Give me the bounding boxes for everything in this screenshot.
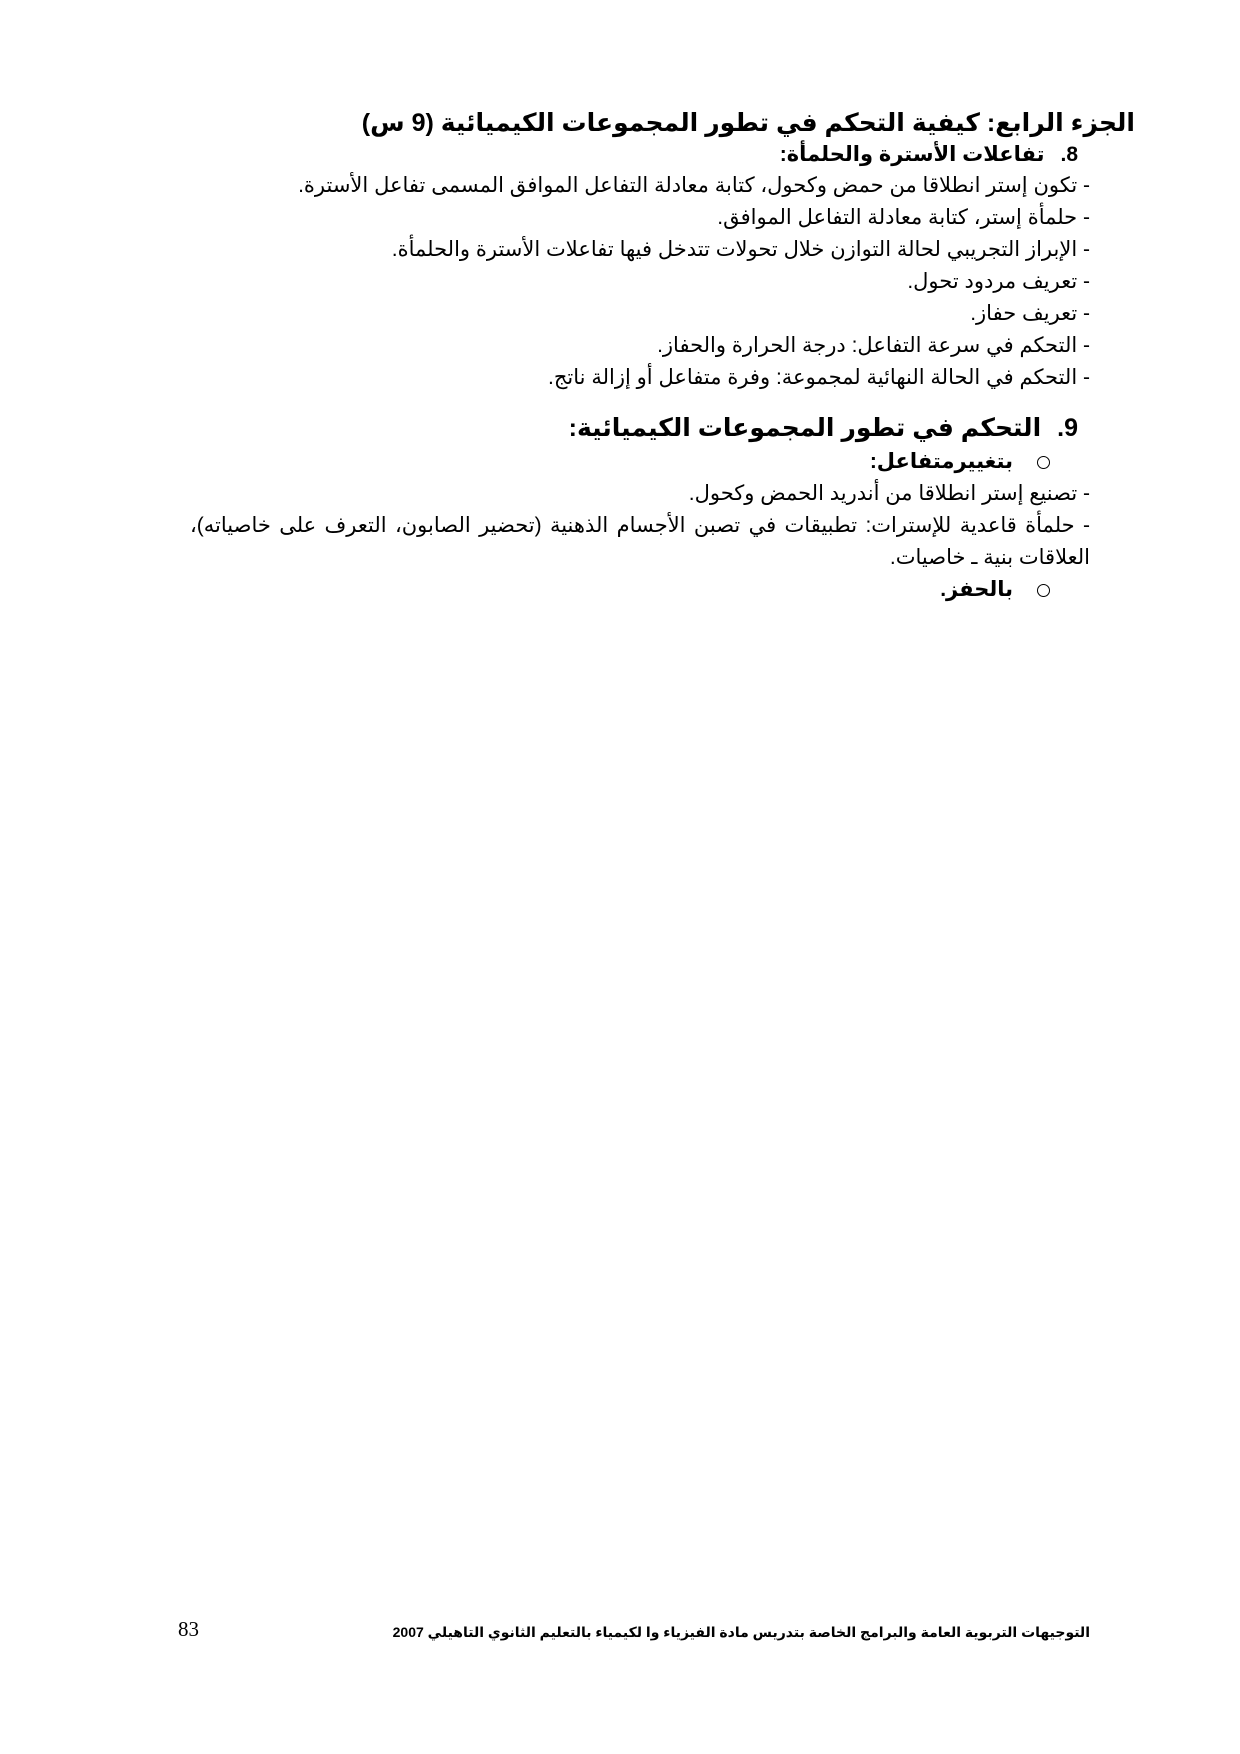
sub-heading-catalysis-label: بالحفز. (940, 578, 1013, 601)
section-9-heading (190, 410, 1078, 446)
page-content (190, 106, 1135, 606)
section-9-line: - حلمأة قاعدية للإسترات: تطبيقات في تصبن الأجسام الذهنية (تحضير الصابون، التعرف على خاصياته)، العلاقات بنية ـ خاصيات. (190, 514, 1090, 569)
section-8-line: - تكون إستر انطلاقا من حمض وكحول، كتابة معادلة التفاعل الموافق المسمى تفاعل الأسترة. (298, 174, 1090, 197)
footer-text: التوجيهات التربوية العامة والبرامج الخاصة بتدريس مادة الفيزياء وا لكيمياء بالتعليم الثانوي التاهيلي 2007 (392, 1624, 1090, 1640)
sub-heading-catalysis (190, 574, 1050, 606)
section-8-title: تفاعلات الأسترة والحلمأة: (779, 143, 1045, 166)
section-9-title: التحكم في تطور المجموعات الكيميائية: (568, 414, 1042, 442)
section-8-number: 8. (1060, 143, 1078, 166)
section-8-line: - الإبراز التجريبي لحالة التوازن خلال تحولات تتدخل فيها تفاعلات الأسترة والحلمأة. (391, 238, 1090, 261)
section-8-line: - تعريف حفاز. (970, 302, 1090, 325)
page-number: 83 (178, 1617, 199, 1641)
section-9-line: - تصنيع إستر انطلاقا من أندريد الحمض وكحول. (688, 482, 1090, 505)
section-8-line: - حلمأة إستر، كتابة معادلة التفاعل الموافق. (717, 206, 1090, 229)
circle-bullet-icon (1037, 456, 1050, 469)
part-title: الجزء الرابع: كيفية التحكم في تطور المجموعات الكيميائية (9 س) (361, 109, 1135, 137)
sub-heading-reactant-label: بتغييرمتفاعل: (869, 450, 1013, 473)
sub-heading-reactant (190, 446, 1050, 478)
section-8-heading (190, 140, 1078, 170)
section-8-line: - التحكم في الحالة النهائية لمجموعة: وفرة متفاعل أو إزالة ناتج. (548, 366, 1090, 389)
section-8-line: - تعريف مردود تحول. (907, 270, 1090, 293)
section-9-number: 9. (1057, 414, 1078, 442)
section-8-line: - التحكم في سرعة التفاعل: درجة الحرارة والحفاز. (657, 334, 1090, 357)
circle-bullet-icon (1037, 584, 1050, 597)
